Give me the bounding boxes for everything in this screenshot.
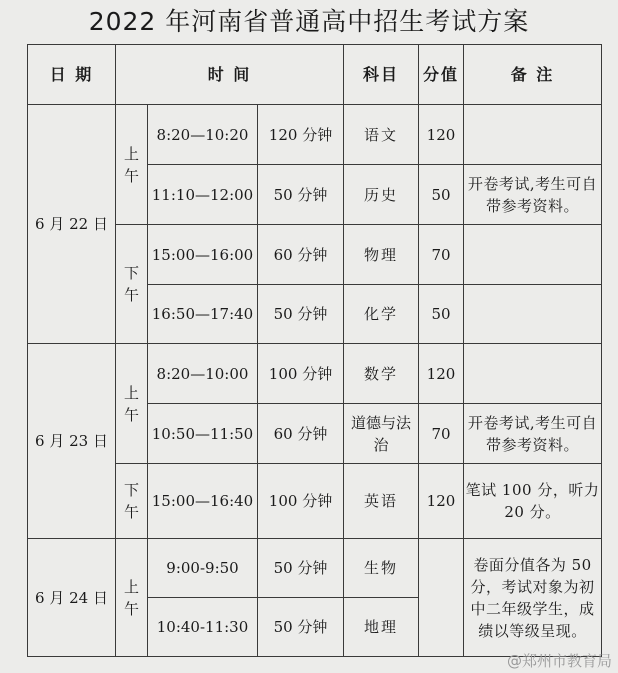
score-cell: 50 <box>419 285 464 344</box>
date-cell: 6 月 23 日 <box>28 344 116 539</box>
score-cell: 120 <box>419 344 464 404</box>
duration-cell: 120 分钟 <box>258 105 344 165</box>
time-cell: 15:00—16:00 <box>148 225 258 285</box>
time-cell: 16:50—17:40 <box>148 285 258 344</box>
note-cell <box>464 225 602 285</box>
subject-cell: 英语 <box>344 464 419 539</box>
subject-cell: 物理 <box>344 225 419 285</box>
table-row <box>28 539 602 598</box>
morning-label: 上 午 <box>116 105 148 225</box>
time-cell: 9:00-9:50 <box>148 539 258 598</box>
page-title: 2022 年河南省普通高中招生考试方案 <box>88 7 530 36</box>
subject-cell: 生物 <box>344 539 419 598</box>
subject-cell: 化学 <box>344 285 419 344</box>
duration-cell: 50 分钟 <box>258 598 344 657</box>
duration-cell: 50 分钟 <box>258 539 344 598</box>
score-cell: 70 <box>419 225 464 285</box>
note-cell <box>464 105 602 165</box>
time-cell: 8:20—10:20 <box>148 105 258 165</box>
note-cell: 卷面分值各为 50 分，考试对象为初中二年级学生，成绩以等级呈现。 <box>464 539 602 657</box>
subject-cell: 地理 <box>344 598 419 657</box>
duration-cell: 60 分钟 <box>258 225 344 285</box>
note-cell <box>464 344 602 404</box>
morning-label: 上 午 <box>116 344 148 464</box>
score-cell: 120 <box>419 464 464 539</box>
duration-cell: 60 分钟 <box>258 404 344 464</box>
header-row <box>28 45 602 105</box>
score-cell: 120 <box>419 105 464 165</box>
table-row <box>28 344 602 404</box>
header-date: 日 期 <box>28 45 116 105</box>
time-cell: 10:40-11:30 <box>148 598 258 657</box>
note-cell: 笔试 100 分，听力 20 分。 <box>464 464 602 539</box>
time-cell: 11:10—12:00 <box>148 165 258 225</box>
subject-cell: 道德与法治 <box>344 404 419 464</box>
subject-cell: 历史 <box>344 165 419 225</box>
duration-cell: 100 分钟 <box>258 464 344 539</box>
header-time: 时 间 <box>116 45 344 105</box>
time-cell: 15:00—16:40 <box>148 464 258 539</box>
time-cell: 10:50—11:50 <box>148 404 258 464</box>
watermark-text: @郑州市教育局 <box>506 652 612 670</box>
subject-cell: 语文 <box>344 105 419 165</box>
duration-cell: 100 分钟 <box>258 344 344 404</box>
morning-label: 上 午 <box>116 539 148 657</box>
afternoon-label: 下 午 <box>116 225 148 344</box>
date-cell: 6 月 22 日 <box>28 105 116 344</box>
date-cell: 6 月 24 日 <box>28 539 116 657</box>
score-cell: 70 <box>419 404 464 464</box>
score-cell <box>419 539 464 657</box>
note-cell: 开卷考试,考生可自带参考资料。 <box>464 165 602 225</box>
table-row <box>28 105 602 165</box>
score-cell: 50 <box>419 165 464 225</box>
header-score: 分值 <box>419 45 464 105</box>
duration-cell: 50 分钟 <box>258 285 344 344</box>
afternoon-label: 下 午 <box>116 464 148 539</box>
header-note: 备 注 <box>464 45 602 105</box>
time-cell: 8:20—10:00 <box>148 344 258 404</box>
exam-schedule-table <box>27 44 602 657</box>
subject-cell: 数学 <box>344 344 419 404</box>
note-cell <box>464 285 602 344</box>
header-subject: 科目 <box>344 45 419 105</box>
duration-cell: 50 分钟 <box>258 165 344 225</box>
note-cell: 开卷考试,考生可自带参考资料。 <box>464 404 602 464</box>
